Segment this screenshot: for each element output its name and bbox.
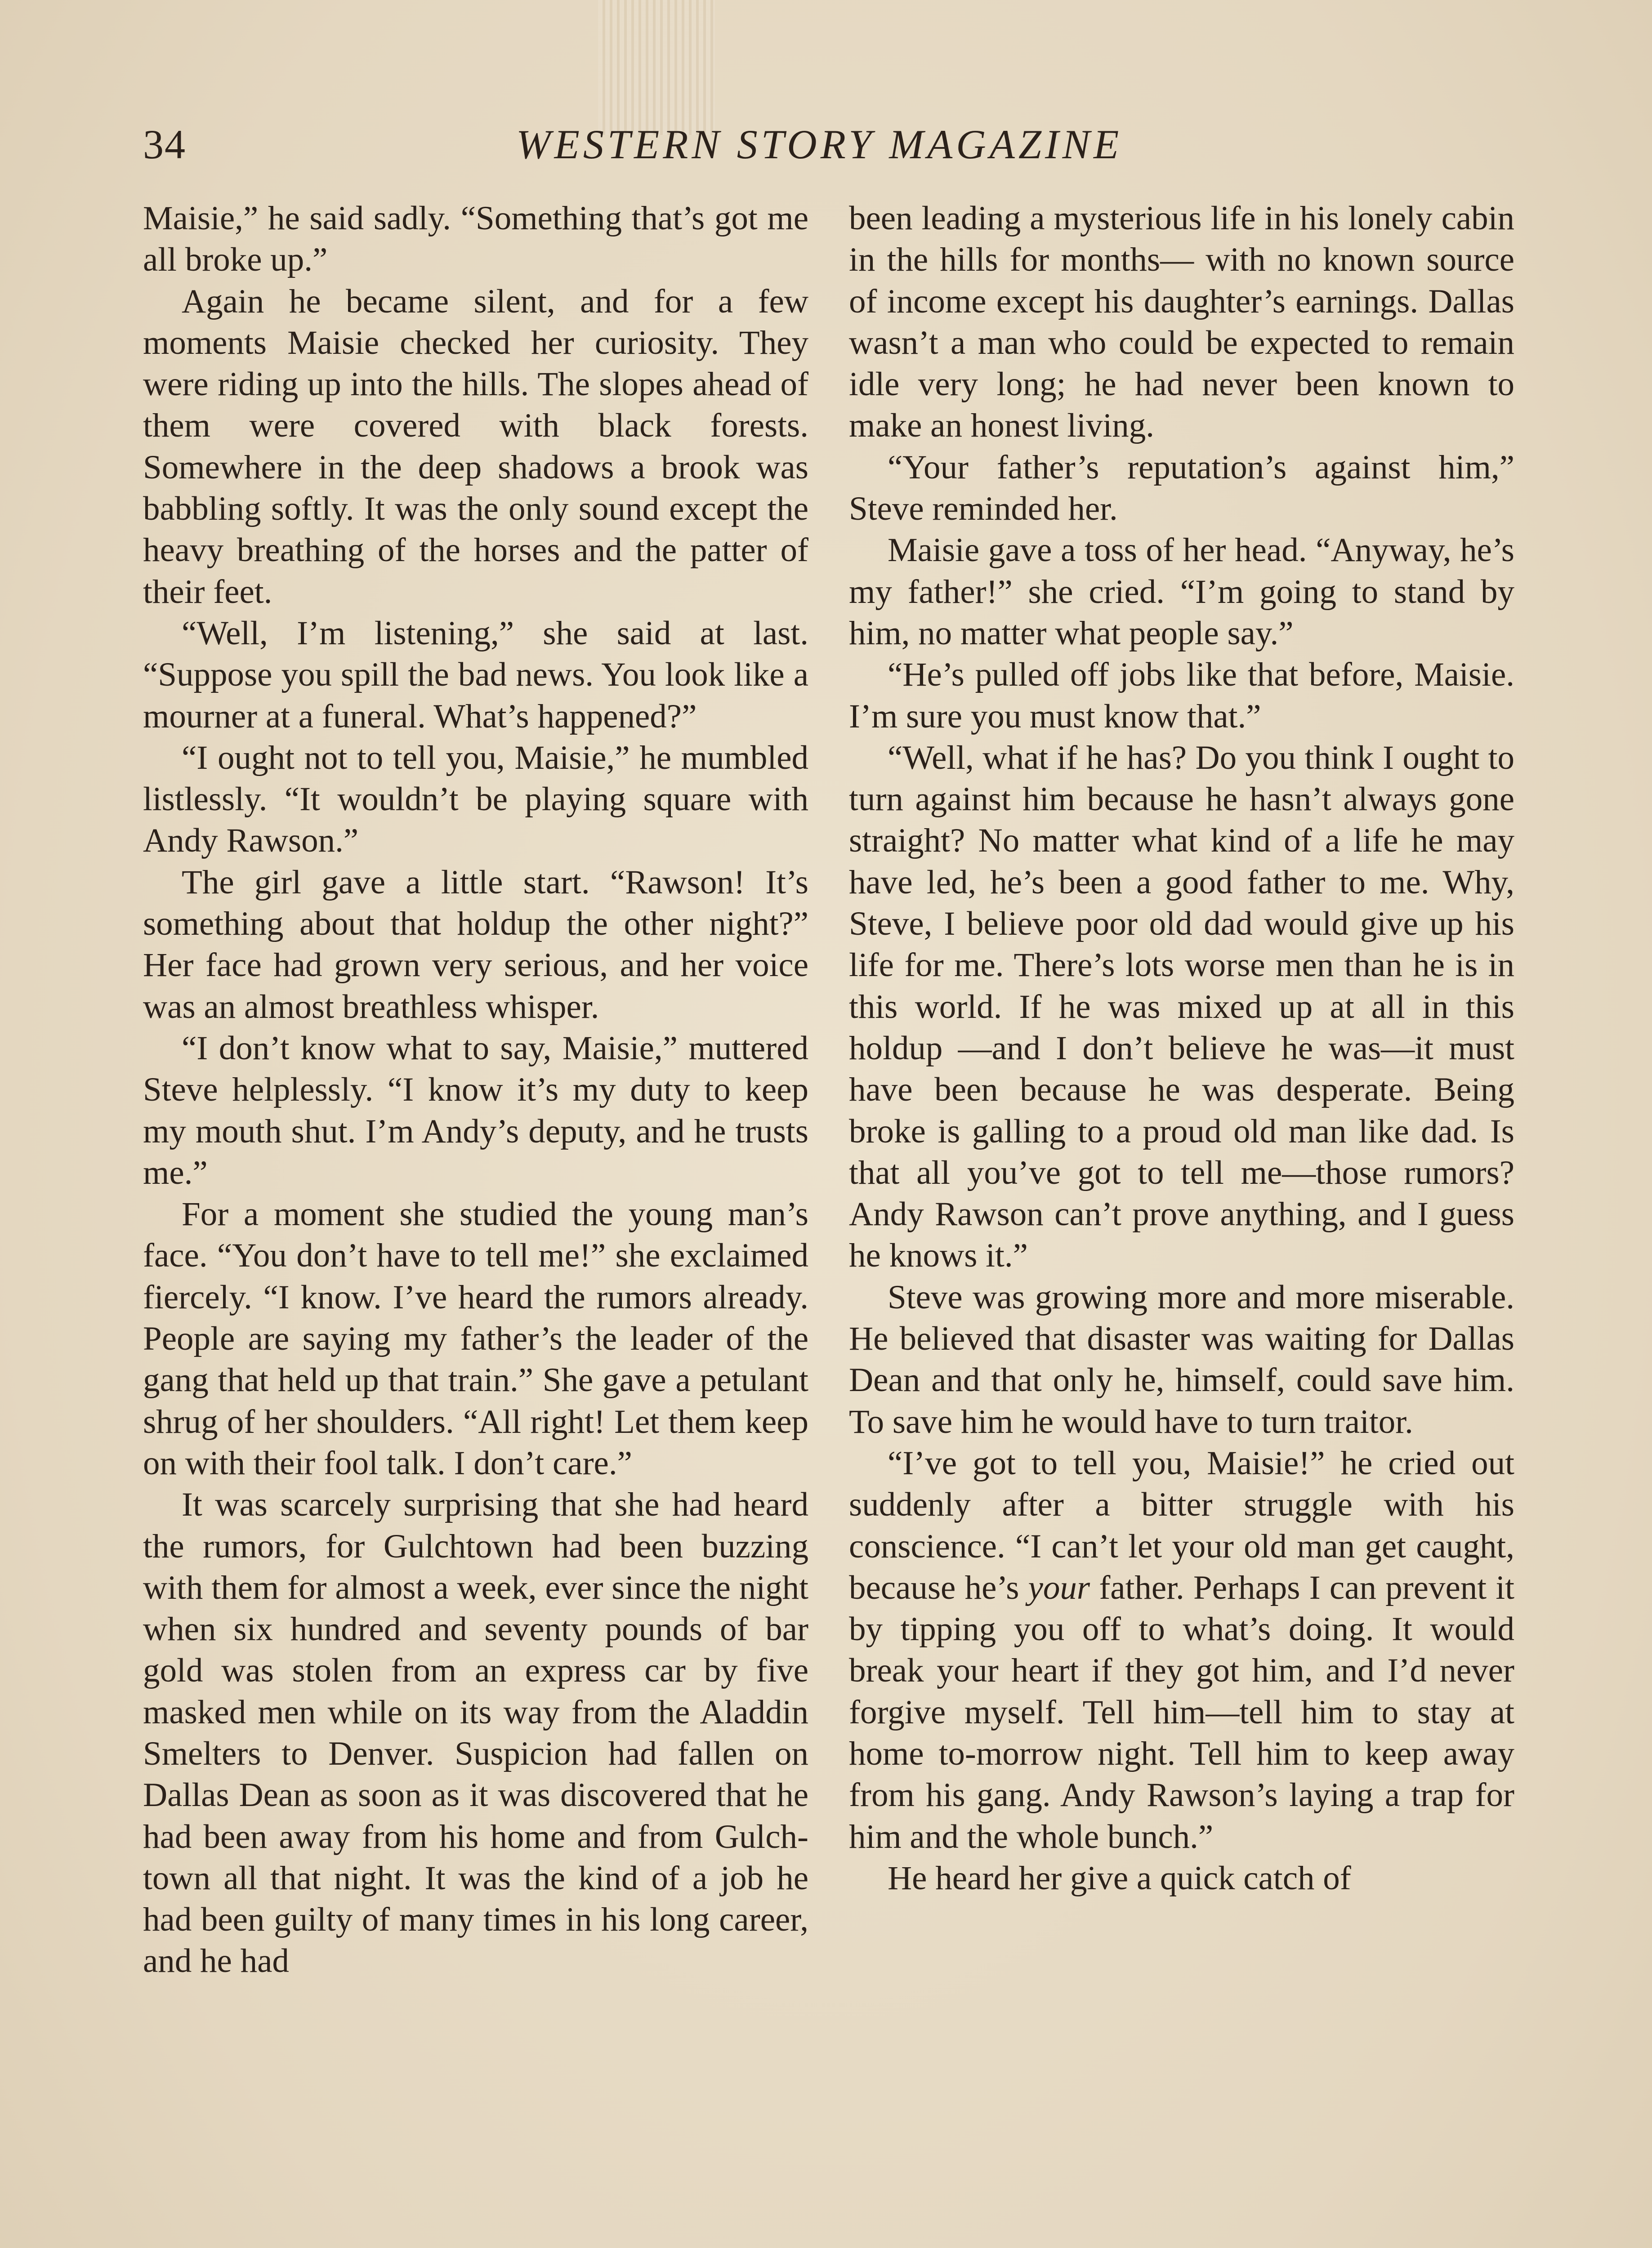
binding-texture: [598, 0, 715, 135]
paragraph: “I don’t know what to say, Maisie,” muttered Steve helplessly. “I know it’s my duty to keep my mouth shut. I’m Andy’s deputy, and he trusts me.”: [143, 1029, 808, 1191]
italic-emphasis: your: [1028, 1569, 1090, 1606]
paragraph: been leading a mysterious life in his lonely cabin in the hills for months— with no known source of income except his daughter’s earnings. Dallas wasn’t a man who could be expected to remain idle very long; he had never been known to make an honest living.: [849, 200, 1514, 445]
paragraph: Again he became silent, and for a few moments Maisie checked her curiosity. They were riding up into the hills. The slopes ahead of them were covered with black forests. Somewhere in the deep shadows a brook was babbling softly. It was the only sound except the heavy breathing of the horses and the patter of their feet.: [143, 282, 808, 611]
paragraph: The girl gave a little start. “Rawson! It’s something about that holdup the other night?” Her face had grown very serious, and her voice was an almost breathless whisper.: [143, 863, 808, 1026]
left-column: [143, 198, 808, 1982]
paragraph: Maisie,” he said sadly. “Something that’s got me all broke up.”: [143, 200, 808, 279]
paragraph: [849, 1443, 1514, 1858]
paragraph: For a moment she studied the young man’s face. “You don’t have to tell me!” she exclaimed fiercely. “I know. I’ve heard the rumors already. People are saying my father’s the leader of the gang that held up that train.” She gave a petulant shrug of her shoulders. “All right! Let them keep on with their fool talk. I don’t care.”: [143, 1195, 808, 1482]
page-number: 34: [143, 121, 186, 167]
paragraph: “Well, what if he has? Do you think I ought to turn against him because he hasn’t always gone straight? No matter what kind of a life he may have led, he’s been a good father to me. Why, Steve, I believe poor old dad would give up his life for me. There’s lots worse men than he is in this world. If he was mixed up at all in this holdup —and I don’t believe he was—it must have been because he was desperate. Being broke is galling to a proud old man like dad. Is that all you’ve got to tell me—those rumors? Andy Rawson can’t prove anything, and I guess he knows it.”: [849, 739, 1514, 1275]
running-head-title: WESTERN STORY MAGAZINE: [516, 121, 1123, 167]
paragraph: Steve was growing more and more miserable. He believed that disaster was waiting for Dallas Dean and that only he, himself, could save him. To save him he would have to turn traitor.: [849, 1278, 1514, 1441]
text-run: “I’ve got to tell you, Maisie!” he cried out suddenly after a bitter struggle with his conscience. “I can’t let your old man get caught, because he’s: [849, 1444, 1514, 1606]
paragraph: “Your father’s reputation’s against him,” Steve reminded her.: [849, 448, 1514, 528]
page-header: [143, 116, 1132, 183]
paragraph: It was scarcely surprising that she had heard the rumors, for Gulchtown had been buzzing with them for almost a week, ever since the night when six hundred and seventy pounds of bar gold was stolen from an express car by five masked men while on its way from the Aladdin Smelters to Denver. Suspicion had fallen on Dallas Dean as soon as it was discovered that he had been away from his home and from Gulchtown all that night. It was the kind of a job he had been guilty of many times in his long career, and he had: [143, 1486, 808, 1980]
paragraph: “He’s pulled off jobs like that before, Maisie. I’m sure you must know that.”: [849, 656, 1514, 735]
paragraph: He heard her give a quick catch of: [888, 1859, 1351, 1897]
paragraph: Maisie gave a toss of her head. “Anyway, he’s my father!” she cried. “I’m going to stand by him, no matter what people say.”: [849, 531, 1514, 652]
paragraph: “I ought not to tell you, Maisie,” he mumbled listlessly. “It wouldn’t be playing square with Andy Rawson.”: [143, 739, 808, 860]
text-run: father. Perhaps I can prevent it by tipping you off to what’s doing. It would break your heart if they got him, and I’d never forgive myself. Tell him—tell him to stay at home to-morrow night. Tell him to keep away from his gang. Andy Rawson’s laying a trap for him and the whole bunch.”: [849, 1569, 1514, 1855]
right-column: [849, 198, 1514, 1899]
paragraph: “Well, I’m listening,” she said at last. “Suppose you spill the bad news. You look like a mourner at a funeral. What’s happened?”: [143, 614, 808, 735]
